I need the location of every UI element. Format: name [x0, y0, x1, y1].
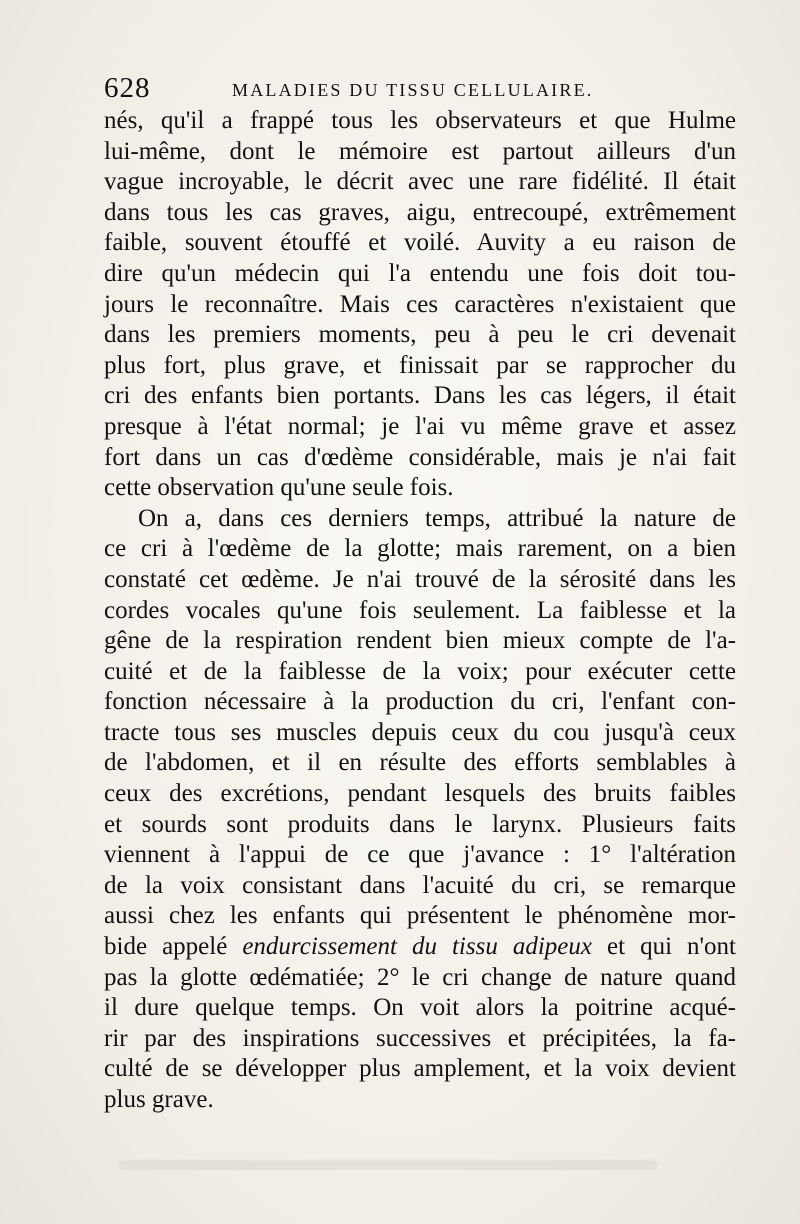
text-line: constaté cet œdème. Je n'ai trouvé de la sérosité dans les [104, 565, 736, 593]
text-line: dire qu'un médecin qui l'a entendu une fois doit tou- [104, 259, 736, 287]
text-line: rir par des inspirations successives et précipitées, la fa- [104, 1024, 736, 1052]
text-line: et sourds sont produits dans le larynx. Plusieurs faits [104, 810, 736, 838]
text-line: cri des enfants bien portants. Dans les cas légers, il était [104, 382, 736, 410]
page-number: 628 [104, 72, 151, 104]
show-through-smudge [118, 1148, 718, 1188]
text-line: cordes vocales qu'une fois seulement. La faiblesse et la [104, 596, 736, 624]
text-line: On a, dans ces derniers temps, attribué la nature de [138, 504, 736, 532]
text-line: ce cri à l'œdème de la glotte; mais rarement, on a bien [104, 535, 736, 563]
text-run: bide appelé [104, 933, 243, 961]
text-line: de l'abdomen, et il en résulte des efforts semblables à [104, 749, 736, 777]
body-text [104, 106, 736, 1116]
text-line: nés, qu'il a frappé tous les observateurs et que Hulme [104, 107, 736, 134]
text-line: gêne de la respiration rendent bien mieux compte de l'a- [104, 627, 736, 655]
text-line: presque à l'état normal; je l'ai vu même grave et assez [104, 412, 736, 440]
text-line: vague incroyable, le décrit avec une rare fidélité. Il était [104, 168, 736, 196]
text-line: fonction nécessaire à la production du cri, l'enfant con- [104, 688, 736, 716]
text-line: viennent à l'appui de ce que j'avance : 1° l'altération [104, 841, 736, 869]
text-line: pas la glotte œdématiée; 2° le cri change de nature quand [104, 963, 736, 991]
text-run: et qui n'ont [591, 933, 736, 961]
text-line-with-italic [104, 932, 736, 963]
text-line: cuité et de la faiblesse de la voix; pour exécuter cette [104, 657, 736, 685]
text-line: cette observation qu'une seule fois. [104, 474, 454, 502]
text-line: dans tous les cas graves, aigu, entrecoupé, extrêmement [104, 198, 736, 226]
italic-term: endurcissement du tissu adipeux [242, 933, 592, 961]
text-line: fort dans un cas d'œdème considérable, mais je n'ai fait [104, 443, 736, 471]
text-line: culté de se développer plus amplement, et la voix devient [104, 1055, 736, 1083]
text-line: il dure quelque temps. On voit alors la poitrine acqué- [104, 994, 736, 1022]
text-line: tracte tous ses muscles depuis ceux du cou jusqu'à ceux [104, 718, 736, 746]
page-header [104, 72, 744, 108]
text-line: plus fort, plus grave, et finissait par se rapprocher du [104, 351, 736, 379]
running-head: MALADIES DU TISSU CELLULAIRE. [232, 80, 594, 100]
text-line: faible, souvent étouffé et voilé. Auvity a eu raison de [104, 229, 736, 257]
text-line: de la voix consistant dans l'acuité du cri, se remarque [104, 871, 736, 899]
text-line: ceux des excrétions, pendant lesquels des bruits faibles [104, 780, 736, 808]
text-line: dans les premiers moments, peu à peu le cri devenait [104, 321, 736, 349]
text-line: lui-même, dont le mémoire est partout ailleurs d'un [104, 137, 736, 165]
text-line: aussi chez les enfants qui présentent le phénomène mor- [104, 902, 736, 930]
text-line: plus grave. [104, 1086, 214, 1113]
text-line: jours le reconnaître. Mais ces caractères n'existaient que [104, 290, 736, 318]
